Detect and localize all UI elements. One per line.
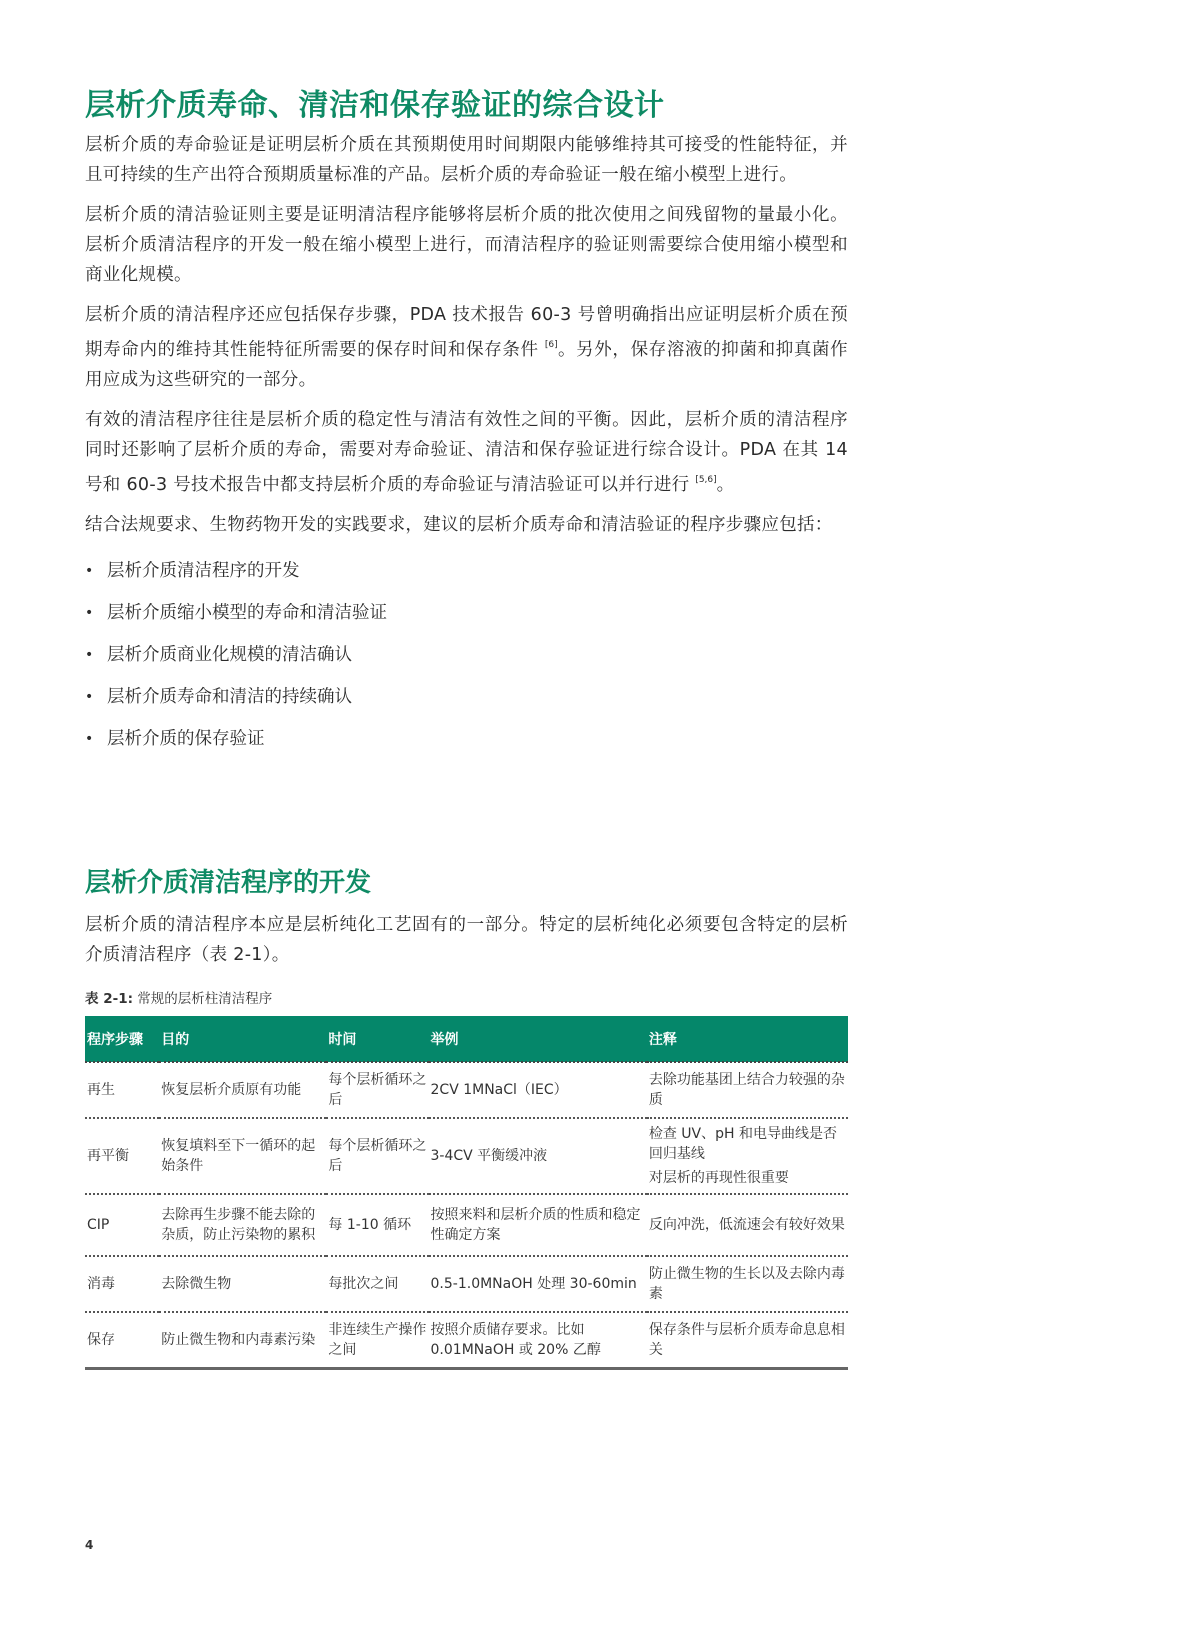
paragraph-storage-tail: 。另外，保存溶液的抑菌和抑真菌作用应成为这些研究的一部分。 [85,340,848,390]
list-item [85,676,848,718]
cell-step: CIP [85,1194,159,1256]
cell-time: 每 1-10 循环 [326,1194,428,1256]
cleaning-procedure-table [85,1016,848,1370]
table-row [85,1118,848,1194]
table-row [85,1062,848,1118]
bullet-icon: • [85,689,94,705]
intro-section [85,130,848,760]
paragraph-storage [85,300,848,395]
paragraph-balance [85,405,848,500]
reference-marker: [5,6] [695,475,717,485]
page-number: 4 [85,1538,94,1552]
paragraph-balance-tail: 。 [716,475,735,495]
header-purpose: 目的 [159,1016,326,1062]
table-caption-label: 表 2-1: [85,991,133,1007]
cell-note: 防止微生物的生长以及去除内毒素 [647,1256,848,1312]
bullet-icon: • [85,647,94,663]
steps-list [85,550,848,760]
paragraph-cleaning: 层析介质的清洁验证则主要是证明清洁程序能够将层析介质的批次使用之间残留物的量最小化。层析介质清洁程序的开发一般在缩小模型上进行，而清洁程序的验证则需要综合使用缩小模型和商业化规模。 [85,205,848,285]
list-item-text: 层析介质清洁程序的开发 [107,561,300,581]
cell-time: 每批次之间 [326,1256,428,1312]
reference-marker: [6] [544,340,558,350]
cell-purpose: 去除微生物 [159,1256,326,1312]
cell-note-extra: 对层析的再现性很重要 [648,1170,789,1186]
cell-step: 保存 [85,1312,159,1368]
cell-purpose: 恢复层析介质原有功能 [159,1062,326,1118]
page-title: 层析介质寿命、清洁和保存验证的综合设计 [85,88,665,123]
cell-note: 去除功能基团上结合力较强的杂质 [647,1062,848,1118]
cell-time: 每个层析循环之后 [326,1062,428,1118]
header-note: 注释 [647,1016,848,1062]
cell-purpose: 恢复填料至下一循环的起始条件 [159,1118,326,1194]
list-item-text: 层析介质的保存验证 [107,729,265,749]
cell-step: 再平衡 [85,1118,159,1194]
table-row [85,1312,848,1368]
cell-step: 消毒 [85,1256,159,1312]
header-example: 举例 [429,1016,647,1062]
cell-example: 按照介质储存要求。比如 0.01MNaOH 或 20% 乙醇 [429,1312,647,1368]
section-body [85,910,848,980]
list-item-text: 层析介质寿命和清洁的持续确认 [107,687,352,707]
cell-example: 2CV 1MNaCl（IEC） [429,1062,647,1118]
paragraph-storage-text: 层析介质的清洁程序还应包括保存步骤，PDA 技术报告 60-3 号曾明确指出应证明层析介质在预期寿命内的维持其性能特征所需要的保存时间和保存条件 [85,305,848,360]
paragraph-balance-text: 有效的清洁程序往往是层析介质的稳定性与清洁有效性之间的平衡。因此，层析介质的清洁程序同时还影响了层析介质的寿命，需要对寿命验证、清洁和保存验证进行综合设计。PDA 在其 14 号和 60-3 号技术报告中都支持层析介质的寿命验证与清洁验证可以并行进行 [85,410,848,495]
cell-note [647,1118,848,1194]
list-item-text: 层析介质缩小模型的寿命和清洁验证 [107,603,387,623]
header-time: 时间 [326,1016,428,1062]
cell-purpose: 去除再生步骤不能去除的杂质，防止污染物的累积 [159,1194,326,1256]
cell-note-text: 检查 UV、pH 和电导曲线是否回归基线 [648,1126,837,1162]
cell-example: 3-4CV 平衡缓冲液 [429,1118,647,1194]
bullet-icon: • [85,731,94,747]
bullet-icon: • [85,605,94,621]
paragraph-lifetime: 层析介质的寿命验证是证明层析介质在其预期使用时间期限内能够维持其可接受的性能特征，并且可持续的生产出符合预期质量标准的产品。层析介质的寿命验证一般在缩小模型上进行。 [85,135,848,185]
table-row [85,1256,848,1312]
list-item [85,634,848,676]
table-caption-text: 常规的层析柱清洁程序 [133,991,273,1007]
bullet-icon: • [85,563,94,579]
cell-note: 反向冲洗，低流速会有较好效果 [647,1194,848,1256]
section-heading: 层析介质清洁程序的开发 [85,868,372,898]
cell-note: 保存条件与层析介质寿命息息相关 [647,1312,848,1368]
table-header-row [85,1016,848,1062]
paragraph-section-intro: 层析介质的清洁程序本应是层析纯化工艺固有的一部分。特定的层析纯化必须要包含特定的层析介质清洁程序（表 2-1）。 [85,915,848,965]
table-caption [85,987,272,1007]
paragraph-steps-intro: 结合法规要求、生物药物开发的实践要求，建议的层析介质寿命和清洁验证的程序步骤应包括： [85,515,833,535]
table-row [85,1194,848,1256]
cell-example: 0.5-1.0MNaOH 处理 30-60min [429,1256,647,1312]
cell-example: 按照来料和层析介质的性质和稳定性确定方案 [429,1194,647,1256]
header-step: 程序步骤 [85,1016,159,1062]
list-item-text: 层析介质商业化规模的清洁确认 [107,645,352,665]
cell-time: 非连续生产操作之间 [326,1312,428,1368]
list-item [85,550,848,592]
cell-purpose: 防止微生物和内毒素污染 [159,1312,326,1368]
list-item [85,592,848,634]
cell-time: 每个层析循环之后 [326,1118,428,1194]
list-item [85,718,848,760]
cell-step: 再生 [85,1062,159,1118]
